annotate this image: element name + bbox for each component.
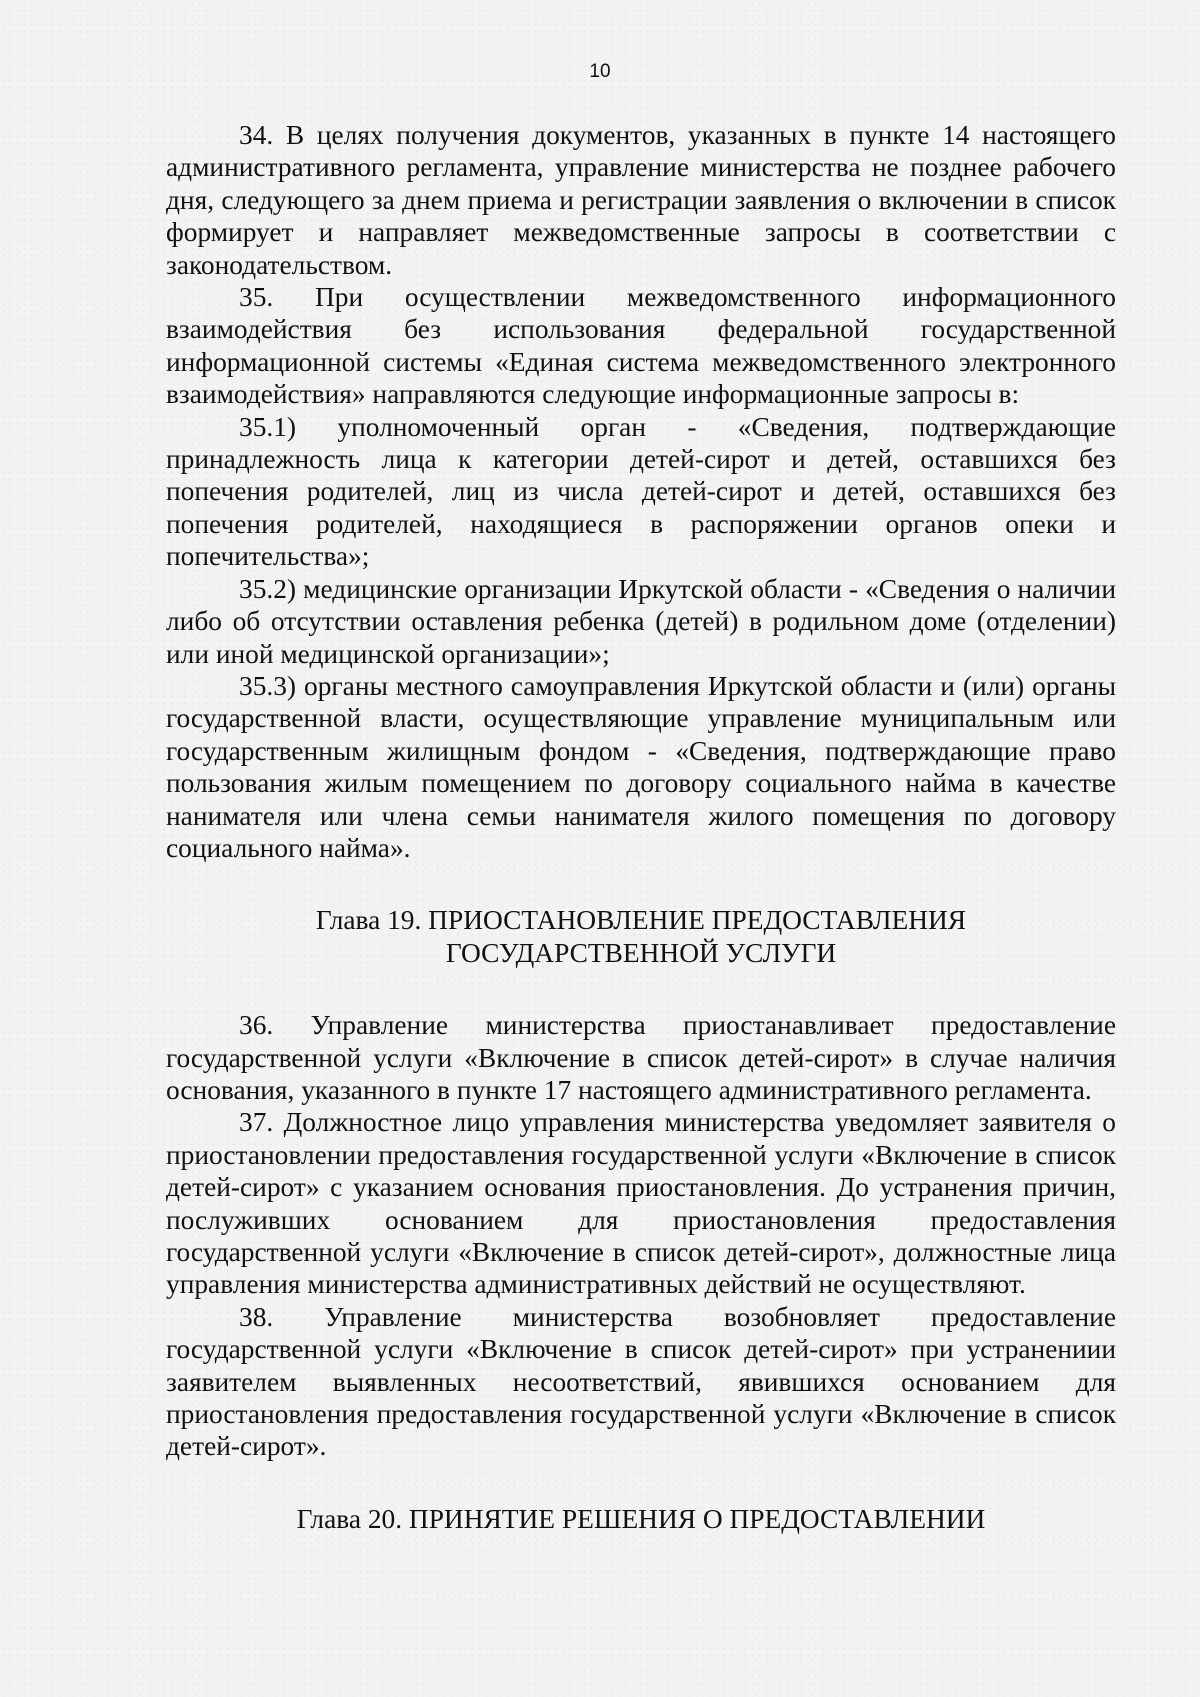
paragraph-35-3: 35.3) органы местного самоуправления Иркутской области и (или) органы государственной власти, осуществляющие управление муниципальным или государственным жилищным фондом - «Сведения, подтверждающие право пользования жилым помещением по договору социального найма в качестве нанимателя или члена семьи нанимателя жилого помещения по договору социального найма». bbox=[166, 670, 1116, 863]
chapter-20-heading bbox=[166, 1503, 1116, 1535]
chapter-20-heading-line-1: Глава 20. ПРИНЯТИЕ РЕШЕНИЯ О ПРЕДОСТАВЛЕНИИ bbox=[296, 1503, 986, 1534]
page-number: 10 bbox=[589, 61, 611, 82]
chapter-19-heading-line-2: ГОСУДАРСТВЕННОЙ УСЛУГИ bbox=[445, 937, 837, 968]
paragraph-37: 37. Должностное лицо управления министерства уведомляет заявителя о приостановлении предоставления государственной услуги «Включение в список детей-сирот» с указанием основания приостановления. До устранения причин, послуживших основанием для приостановления предоставления государственной услуги «Включение в список детей-сирот», должностные лица управления министерства административных действий не осуществляют. bbox=[166, 1107, 1116, 1300]
paragraph-38: 38. Управление министерства возобновляет предоставление государственной услуги «Включение в список детей-сирот» при устранениии заявителем выявленных несоответствий, явившихся основанием для приостановления предоставления государственной услуги «Включение в список детей-сирот». bbox=[166, 1301, 1116, 1462]
chapter-19-heading bbox=[166, 904, 1116, 969]
paragraph-35: 35. При осуществлении межведомственного информационного взаимодействия без использования федеральной государственной информационной системы «Единая система межведомственного электронного взаимодействия» направляются следующие информационные запросы в: bbox=[166, 282, 1116, 410]
paragraph-35-1: 35.1) уполномоченный орган - «Сведения, подтверждающие принадлежность лица к категории детей-сирот и детей, оставшихся без попечения родителей, лиц из числа детей-сирот и детей, оставшихся без попечения родителей, находящиеся в распоряжении органов опеки и попечительства»; bbox=[166, 411, 1116, 572]
paragraph-35-2: 35.2) медицинские организации Иркутской области - «Сведения о наличии либо об отсутствии оставления ребенка (детей) в родильном доме (отделении) или иной медицинской организации»; bbox=[166, 573, 1116, 669]
document-body bbox=[166, 119, 1116, 1535]
paragraph-34: 34. В целях получения документов, указанных в пункте 14 настоящего административного регламента, управление министерства не позднее рабочего дня, следующего за днем приема и регистрации заявления о включении в список формирует и направляет межведомственные запросы в соответствии с законодательством. bbox=[166, 120, 1116, 280]
chapter-19-heading-line-1: Глава 19. ПРИОСТАНОВЛЕНИЕ ПРЕДОСТАВЛЕНИЯ bbox=[315, 905, 967, 936]
paragraph-36: 36. Управление министерства приостанавливает предоставление государственной услуги «Включение в список детей-сирот» в случае наличия основания, указанного в пункте 17 настоящего административного регламента. bbox=[166, 1010, 1116, 1105]
